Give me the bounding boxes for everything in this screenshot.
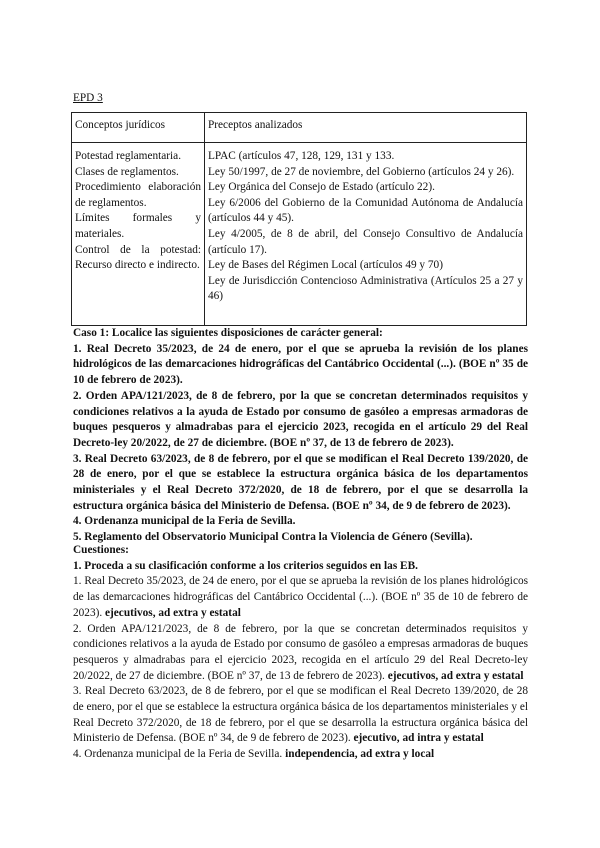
header-preceptos: Preceptos analizados [205, 113, 527, 143]
caso-item: 1. Real Decreto 35/2023, de 24 de enero, por el que se aprueba la revisión de los planes hidrológicos de las demarcaciones hidrográficas del Cantábrico Occidental (...). (BOE nº 35 de 10 de febrero de 2023). [73, 342, 528, 387]
table-row [72, 143, 527, 326]
answer-text: 3. Real Decreto 63/2023, de 8 de febrero, por el que se modifican el Real Decreto 139/2020, de 28 de enero, por el que se establece la estructura orgánica básica de los departamentos ministeriales y el Real Decreto 372/2020, de 18 de febrero, por el que se desarrolla la estructura orgánica básica del Ministerio de Defensa. (BOE nº 34, de 9 de febrero de 2023). [73, 685, 528, 745]
concepto: Potestad reglamentaria. [75, 150, 182, 162]
answer-classification: ejecutivos, ad extra y estatal [387, 669, 524, 682]
document-title: EPD 3 [73, 92, 103, 104]
caso-item: 2. Orden APA/121/2023, de 8 de febrero, por la que se concretan determinados requisitos y condiciones relativos a la ayuda de Estado por consumo de gasóleo a empresas armadoras de buques pesqueros y almadrabas para el ejercicio 2023, recogida en el artículo 29 del Real Decreto-ley 20/2022, de 27 de diciembre. (BOE nº 37, de 13 de febrero de 2023). [73, 389, 528, 449]
answer-classification: independencia, ad extra y local [285, 748, 435, 761]
cuestiones-heading: Cuestiones: [73, 544, 129, 556]
table-header-row [72, 113, 527, 143]
concepto: Control de la potestad: Recurso directo e indirecto. [75, 243, 201, 272]
precepto: LPAC (artículos 47, 128, 129, 131 y 133. [208, 150, 395, 162]
answer-text: 4. Ordenanza municipal de la Feria de Sevilla. [73, 748, 283, 761]
answer-classification: ejecutivos, ad extra y estatal [105, 606, 241, 619]
caso-section [73, 326, 528, 546]
precepto: Ley 4/2005, de 8 de abril, del Consejo Consultivo de Andalucía (artículo 17). [208, 227, 523, 256]
answer-text: 2. Orden APA/121/2023, de 8 de febrero, por la que se concretan determinados requisitos y condiciones relativos a la ayuda de Estado por consumo de gasóleo a empresas armadoras de buques pesqueros y almadrabas para el ejercicio 2023, recogida en el artículo 29 del Real Decreto-ley 20/2022, de 27 de diciembre. (BOE nº 37, de 13 de febrero de 2023). [73, 622, 528, 682]
precepto: Ley 6/2006 del Gobierno de la Comunidad Autónoma de Andalucía (artículos 44 y 45). [208, 196, 523, 225]
legal-concepts-table [71, 112, 527, 326]
caso-item: 5. Reglamento del Observatorio Municipal Contra la Violencia de Género (Sevilla). [73, 531, 473, 544]
precepto: Ley Orgánica del Consejo de Estado (artículo 22). [208, 181, 435, 194]
question-1: 1. Proceda a su clasificación conforme a los criterios seguidos en las EB. [73, 559, 418, 572]
preceptos-cell [205, 143, 527, 326]
concepto: Clases de reglamentos. [75, 165, 179, 178]
precepto: Ley de Bases del Régimen Local (artículos 49 y 70) [208, 259, 443, 272]
answer-text: 1. Real Decreto 35/2023, de 24 de enero, por el que se aprueba la revisión de los planes hidrológicos de las demarcaciones hidrográficas del Cantábrico Occidental (...). (BOE nº 35 de 10 de febrero de 2023). [73, 575, 528, 619]
cuestiones-section [73, 543, 528, 763]
header-conceptos: Conceptos jurídicos [72, 113, 205, 143]
caso-item: 4. Ordenanza municipal de la Feria de Sevilla. [73, 515, 296, 528]
conceptos-cell [72, 143, 205, 326]
answer-item [73, 747, 528, 763]
precepto: Ley 50/1997, de 27 de noviembre, del Gobierno (artículos 24 y 26). [208, 165, 515, 178]
concepto: Procedimiento elaboración de reglamentos. [75, 181, 201, 209]
concepto: Límites formales y materiales. [75, 212, 201, 240]
answer-item [73, 684, 528, 747]
caso-item: 3. Real Decreto 63/2023, de 8 de febrero, por el que se modifican el Real Decreto 139/2020, de 28 de enero, por el que se establece la estructura orgánica básica de los departamentos ministeriales y el Real Decreto 372/2020, de 18 de febrero, por el que se desarrolla la estructura orgánica básica del Ministerio de Defensa. (BOE nº 34, de 9 de febrero de 2023). [73, 452, 528, 512]
answer-item [73, 574, 528, 621]
precepto: Ley de Jurisdicción Contencioso Administrativa (Artículos 25 a 27 y 46) [208, 274, 523, 303]
answer-item [73, 622, 528, 685]
answer-classification: ejecutivo, ad intra y estatal [353, 732, 484, 745]
caso-heading: Caso 1: Localice las siguientes disposiciones de carácter general: [73, 327, 383, 339]
